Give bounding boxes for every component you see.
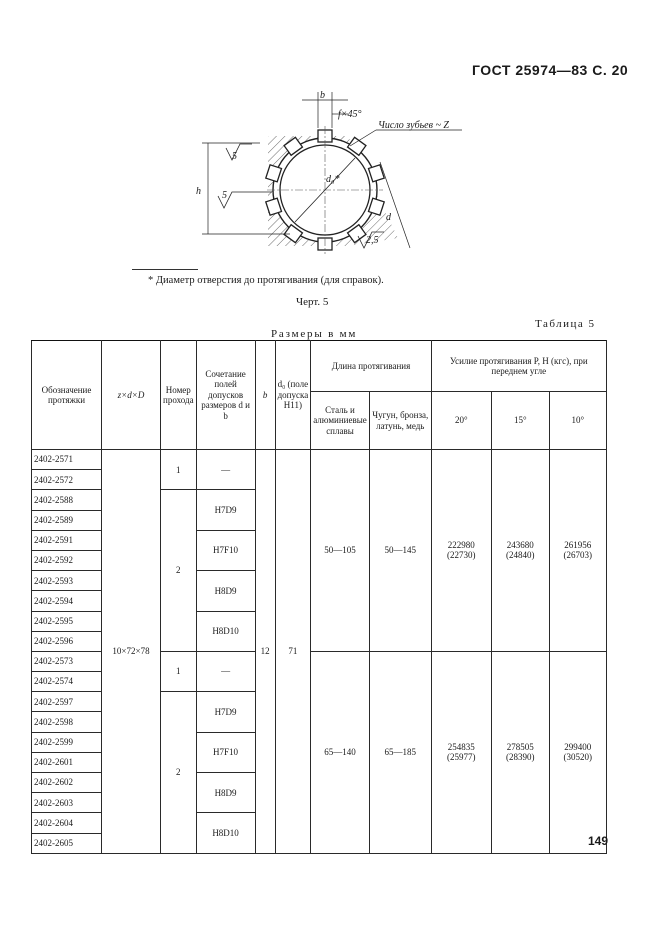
steel-length-cell: 65—140 [311,651,370,853]
col-header-tolerance: Сочетание полей допусков размеров d и b [196,341,255,450]
designation-cell: 2402-2591 [32,530,102,550]
force-15-cell [491,651,549,853]
sizes-caption: Размеры в мм [271,328,358,340]
force-kgf: (28390) [506,752,535,763]
roughness-symbol-1: 5 [232,151,237,162]
col-header-zdD: z×d×D [102,341,161,450]
tolerance-cell: — [196,651,255,691]
force-15-cell [491,450,549,652]
tolerance-cell: H8D10 [196,813,255,853]
tolerance-cell: — [196,450,255,490]
tolerance-cell: H7F10 [196,732,255,772]
col-header-length-group: Длина протягивания [311,341,432,392]
force-10-cell [549,450,606,652]
iron-length-cell: 50—145 [369,450,431,652]
designation-cell: 2402-2596 [32,631,102,651]
force-kgf: (22730) [447,550,476,561]
designation-cell: 2402-2573 [32,651,102,671]
force-kgf: (26703) [563,550,593,561]
col-header-steel: Сталь и алюминиевые сплавы [311,392,370,450]
teeth-count-label: Число зубьев ~ Z [378,120,449,131]
footnote: * Диаметр отверстия до протягивания (для справок). [148,275,384,286]
designation-cell: 2402-2594 [32,591,102,611]
tolerance-cell: H7D9 [196,692,255,732]
force-value: 278505 [506,741,534,752]
designation-cell: 2402-2603 [32,793,102,813]
tolerance-cell: H8D9 [196,773,255,813]
force-20-cell [431,651,491,853]
force-10-cell [549,651,609,853]
designation-cell: 2402-2595 [32,611,102,631]
footnote-separator [132,269,198,270]
zdD-cell: 10×72×78 [102,450,161,854]
tolerance-cell: H7D9 [196,490,255,530]
force-value: 243680 [506,540,534,551]
col-header-pass-number: Номер прохода [161,341,197,450]
steel-length-cell: 50—105 [311,450,370,652]
pass-cell: 1 [161,651,197,691]
figure-caption: Черт. 5 [296,296,329,308]
tolerance-cell: H8D10 [196,611,255,651]
designation-cell: 2402-2604 [32,813,102,833]
force-value: 222980 [447,540,475,551]
designation-cell: 2402-2572 [32,470,102,490]
iron-length-cell: 65—185 [369,651,431,853]
force-value: 261956 [564,540,592,551]
broach-cross-section-drawing [180,88,490,268]
table-row [32,450,607,470]
b-dimension-label: b [320,90,325,101]
designation-cell: 2402-2601 [32,752,102,772]
force-20-cell [431,450,491,652]
designation-cell: 2402-2593 [32,571,102,591]
page-number: 149 [588,834,609,848]
tolerance-cell: H7F10 [196,530,255,570]
designation-cell: 2402-2597 [32,692,102,712]
designation-cell: 2402-2605 [32,833,102,853]
table-caption: Таблица 5 [535,318,596,330]
force-kgf: (30520) [563,752,593,763]
pass-cell: 2 [161,692,197,854]
chamfer-label: f×45° [338,109,362,120]
col-header-angle-10: 10° [549,392,606,450]
d0-cell: 71 [275,450,311,854]
roughness-symbol-2: 5 [222,190,227,201]
roughness-symbol-3: 2,5 [366,235,379,246]
col-header-iron: Чугун, бронза, латунь, медь [369,392,431,450]
col-header-designation: Обозначение протяжки [32,341,102,450]
designation-cell: 2402-2599 [32,732,102,752]
designation-cell: 2402-2589 [32,510,102,530]
d-dimension-label: d [386,212,391,223]
designation-cell: 2402-2574 [32,672,102,692]
col-header-angle-20: 20° [431,392,491,450]
b-cell: 12 [255,450,275,854]
page-header: ГОСТ 25974—83 С. 20 [472,62,629,78]
designation-cell: 2402-2598 [32,712,102,732]
designation-cell: 2402-2602 [32,773,102,793]
d0-label: d₀* [326,174,340,185]
h-dimension-label: h [196,186,201,197]
pass-cell: 1 [161,450,197,490]
col-header-force-group: Усилие протягивания P, Н (кгс), при переднем угле [431,341,606,392]
pass-cell: 2 [161,490,197,652]
force-value: 299400 [564,741,592,752]
designation-cell: 2402-2592 [32,550,102,570]
force-value: 254835 [447,741,475,752]
tolerance-cell: H8D9 [196,571,255,611]
force-kgf: (24840) [506,550,535,561]
col-header-b: b [255,341,275,450]
broach-parameters-table [31,340,607,854]
col-header-d0: d₀ (поле допуска H11) [275,341,311,450]
force-kgf: (25977) [447,752,476,763]
col-header-angle-15: 15° [491,392,549,450]
designation-cell: 2402-2588 [32,490,102,510]
designation-cell: 2402-2571 [32,450,102,470]
